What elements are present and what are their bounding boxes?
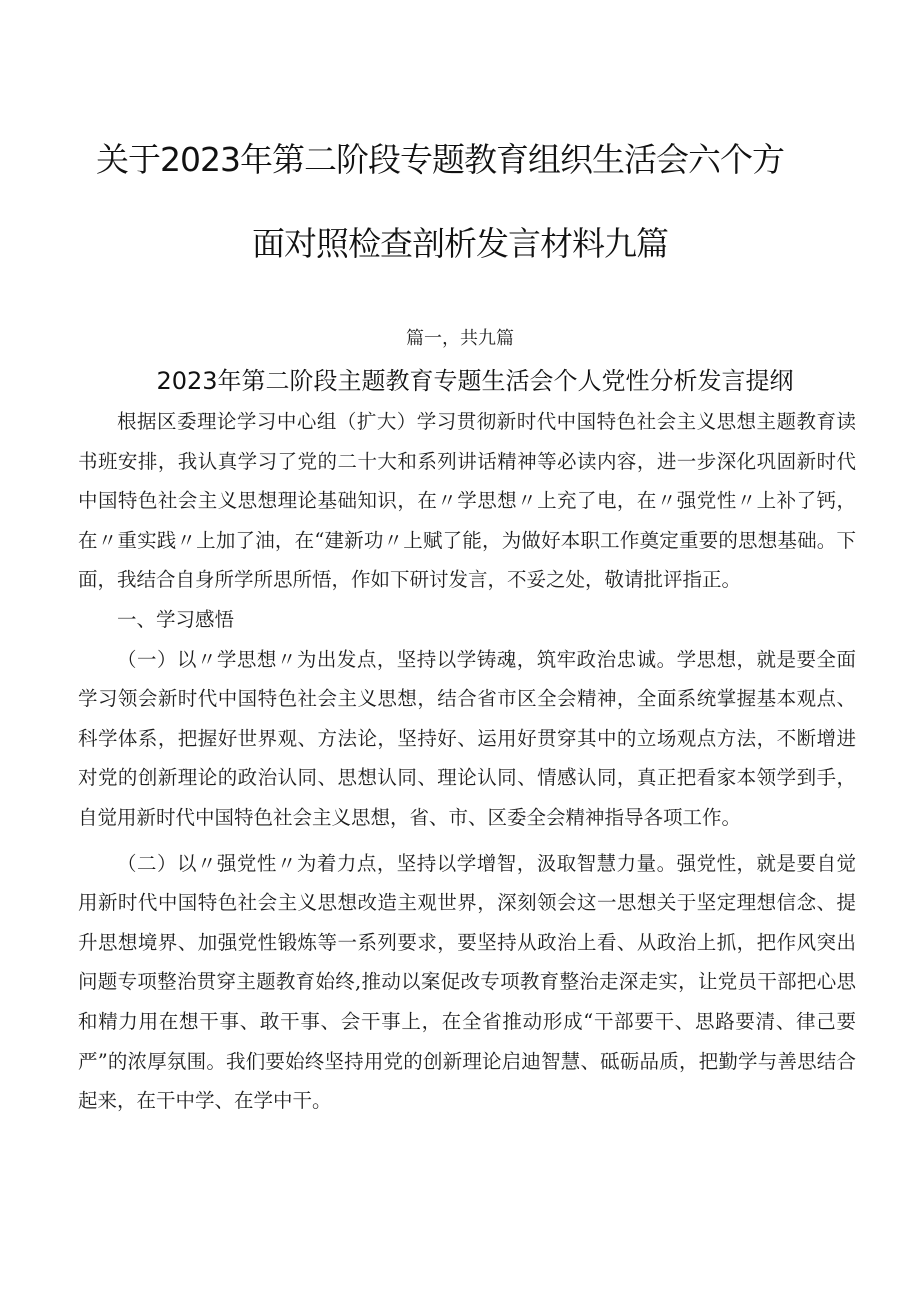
point-2-paragraph: （二）以〃强党性〃为着力点，坚持以学增智，汲取智慧力量。强党性，就是要自觉用新时代中国特色社会主义思想改造主观世界，深刻领会这一思想关于坚定理想信念、提升思想境界、加强党性锻炼等一系列要求，要坚持从政治上看、从政治上抓，把作风突出问题专项整治贯穿主题教育始终,推动以案促改专项教育整治走深走实，让党员干部把心思和精力用在想干事、敢干事、会干事上，在全省推动形成“干部要干、思路要清、律己要严”的浓厚氛围。我们要始终坚持用党的创新理论启迪智慧、砥砺品质，把勤学与善思结合起来，在干中学、在学中干。 bbox=[78, 851, 856, 1113]
intro-paragraph: 根据区委理论学习中心组（扩大）学习贯彻新时代中国特色社会主义思想主题教育读书班安排，我认真学习了党的二十大和系列讲话精神等必读内容，进一步深化巩固新时代中国特色社会主义思想理论基础知识，在〃学思想〃上充了电，在〃强党性〃上补了钙，在〃重实践〃上加了油，在“建新功〃上赋了能，为做好本职工作奠定重要的思想基础。下面，我结合自身所学所思所悟，作如下研讨发言，不妥之处，敬请批评指正。 bbox=[78, 410, 856, 592]
document-body bbox=[78, 402, 856, 1121]
section-label: 篇一，共九篇 bbox=[406, 328, 514, 349]
point-1-paragraph: （一）以〃学思想〃为出发点，坚持以学铸魂，筑牢政治忠诚。学思想，就是要全面学习领会新时代中国特色社会主义思想，结合省市区全会精神，全面系统掌握基本观点、科学体系，把握好世界观、方法论，坚持好、运用好贯穿其中的立场观点方法，不断增进对党的创新理论的政治认同、思想认同、理论认同、情感认同，真正把看家本领学到手，自觉用新时代中国特色社会主义思想，省、市、区委全会精神指导各项工作。 bbox=[78, 647, 856, 829]
section-heading: 一、学习感悟 bbox=[117, 607, 235, 631]
document-title-line-2: 面对照检查剖析发言材料九篇 bbox=[252, 224, 668, 263]
document-title-line-1: 关于2023年第二阶段专题教育组织生活会六个方 bbox=[96, 140, 784, 179]
article-subtitle: 2023年第二阶段主题教育专题生活会个人党性分析发言提纲 bbox=[156, 367, 794, 395]
